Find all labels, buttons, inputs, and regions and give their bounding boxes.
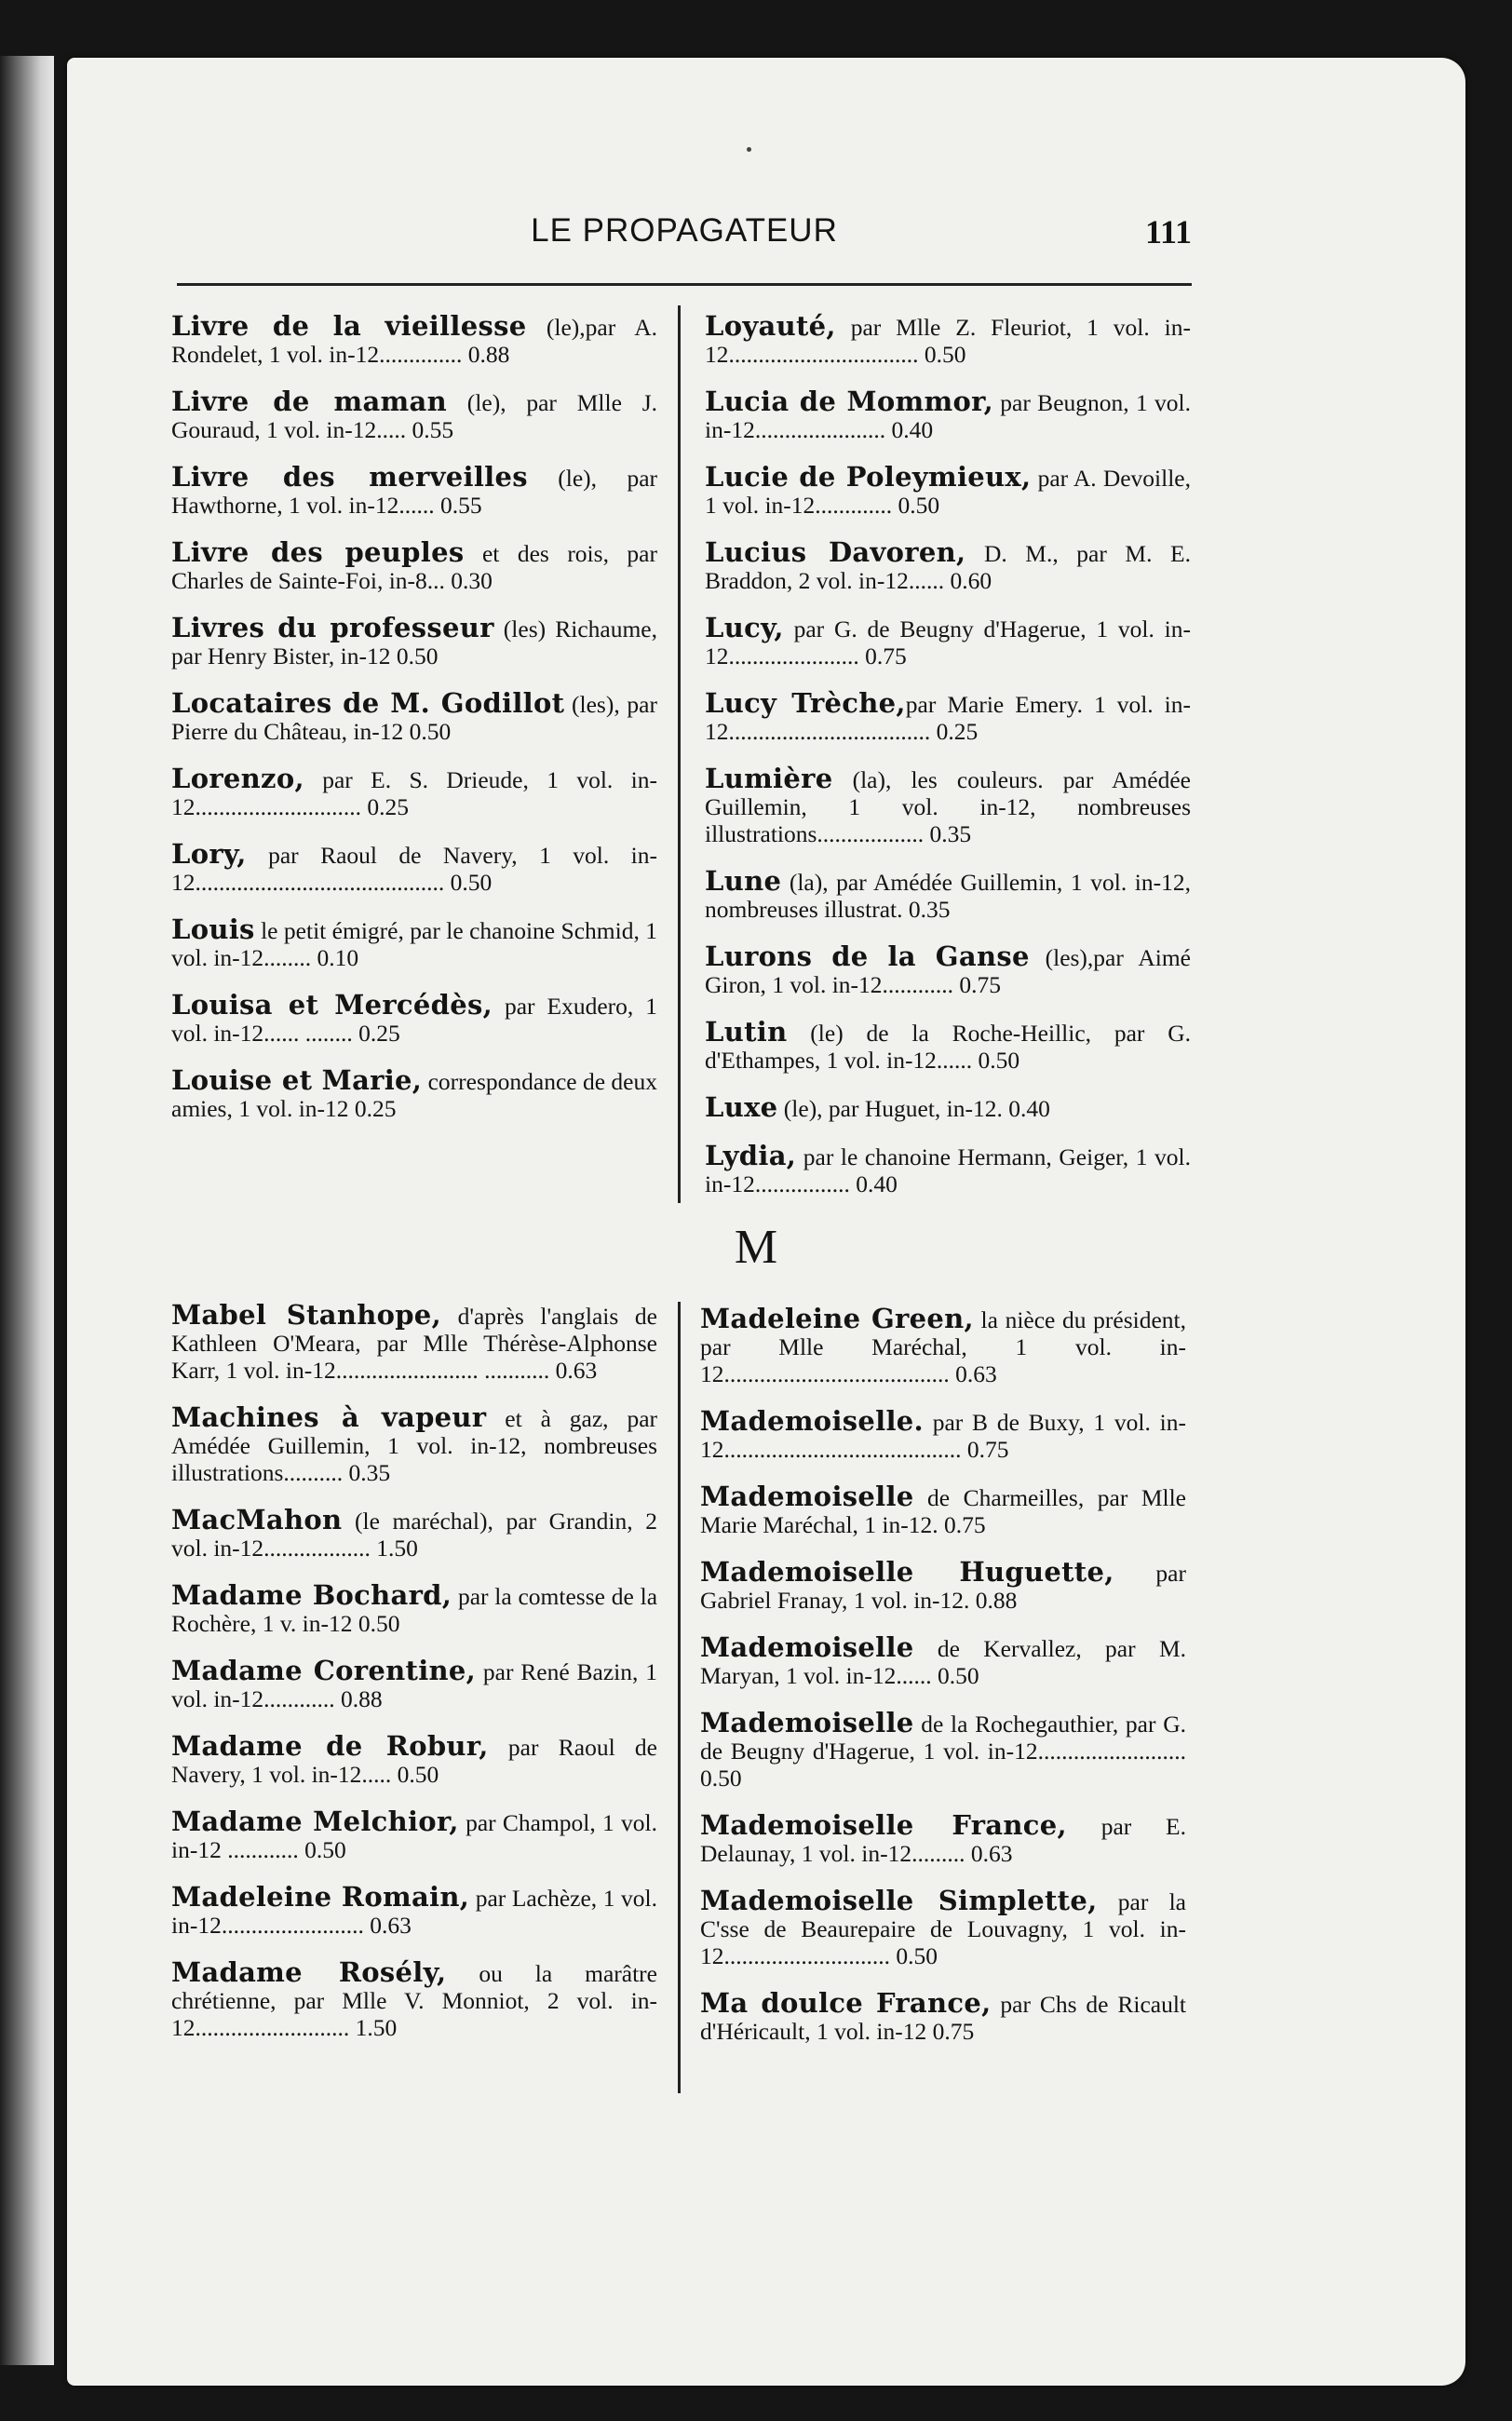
entry-details: par Chs de Ricault d'Héricault, 1 vol. in-12 0.75 <box>700 1991 1186 2045</box>
entry-details: (les), par Pierre du Château, in-12 0.50 <box>171 691 657 745</box>
catalog-entry <box>171 765 657 820</box>
catalog-entry <box>705 310 1191 368</box>
entry-details: de Charmeilles, par Mlle Marie Maréchal, 1 in-12. 0.75 <box>700 1484 1186 1538</box>
entry-title: Ma doulce France, <box>700 1987 992 2019</box>
entry-title: Locataires de M. Godillot <box>171 687 565 719</box>
entry-details: (la), par Amédée Guillemin, 1 vol. in-12, nombreuses illustrat. 0.35 <box>705 869 1191 923</box>
catalog-entry <box>171 1064 657 1122</box>
catalog-entry <box>705 385 1191 443</box>
column-divider-bottom <box>678 1302 681 2093</box>
entry-title: Lutin <box>705 1016 788 1048</box>
catalog-entry <box>171 1504 657 1562</box>
catalog-entry <box>171 838 657 896</box>
entry-details: la nièce du président, par Mlle Maréchal, 1 vol. in-12...................................... 0.63 <box>700 1306 1186 1387</box>
entry-title: Lumière <box>705 763 833 794</box>
entry-title: Livre de maman <box>171 385 447 417</box>
entry-details: (le),par A. Rondelet, 1 vol. in-12.............. 0.88 <box>171 314 657 368</box>
entry-details: et à gaz, par Amédée Guillemin, 1 vol. in-12, nombreuses illustrations.......... 0.35 <box>171 1405 658 1486</box>
entry-title: Lorenzo, <box>171 763 304 794</box>
entry-title: Lucy Trèche, <box>705 687 906 719</box>
entry-details: (les) Richaume, par Henry Bister, in-12 0.50 <box>171 615 657 669</box>
header-rule <box>177 283 1192 286</box>
entry-title: Madame Bochard, <box>171 1579 452 1611</box>
entry-title: Louis <box>171 913 255 945</box>
catalog-entry <box>705 940 1191 998</box>
running-title: LE PROPAGATEUR <box>531 212 838 249</box>
entry-details: (le), par Mlle J. Gouraud, 1 vol. in-12..... 0.55 <box>171 389 657 443</box>
entry-title: Lucius Davoren, <box>705 536 966 568</box>
entry-title: Mademoiselle Huguette, <box>700 1556 1114 1588</box>
entry-title: Mademoiselle <box>700 1707 914 1738</box>
entry-title: Lydia, <box>705 1140 797 1171</box>
catalog-entry <box>700 1987 1186 2045</box>
entry-details: par Exudero, 1 vol. in-12...... ........ 0.25 <box>171 993 658 1047</box>
column-top-right <box>705 310 1191 1218</box>
entry-title: Lune <box>705 865 782 897</box>
paper-speck <box>747 147 751 152</box>
entry-title: Madame Corentine, <box>171 1655 477 1686</box>
catalog-entry <box>171 913 657 971</box>
catalog-entry <box>171 989 658 1047</box>
entry-details: (le maréchal), par Grandin, 2 vol. in-12.................. 1.50 <box>171 1508 657 1562</box>
entry-title: Mademoiselle France, <box>700 1809 1067 1841</box>
catalog-entry <box>700 1707 1186 1792</box>
entry-details: par Marie Emery. 1 vol. in-12.................................. 0.25 <box>705 691 1191 745</box>
entry-details: par E. Delaunay, 1 vol. in-12......... 0.63 <box>700 1813 1186 1867</box>
catalog-entry <box>705 765 1191 847</box>
entry-title: Machines à vapeur <box>171 1401 487 1433</box>
entry-details: par Mlle Z. Fleuriot, 1 vol. in-12................................ 0.50 <box>705 314 1191 368</box>
entry-details: de la Rochegauthier, par G. de Beugny d'Hagerue, 1 vol. in-12......................... 0.50 <box>700 1711 1186 1792</box>
page-number: 111 <box>1144 213 1192 250</box>
entry-title: Madeleine Green, <box>700 1303 974 1334</box>
entry-title: Lory, <box>171 838 247 870</box>
page-header <box>177 212 1192 259</box>
entry-title: Mabel Stanhope, <box>171 1299 441 1331</box>
entry-title: Lucia de Mommor, <box>705 385 993 417</box>
entry-details: par Gabriel Franay, 1 vol. in-12. 0.88 <box>700 1560 1186 1614</box>
entry-details: par Beugnon, 1 vol. in-12...................... 0.40 <box>705 389 1191 443</box>
entry-title: Louisa et Mercédès, <box>171 989 493 1021</box>
catalog-entry <box>705 865 1191 923</box>
section-letter: M <box>734 1221 778 1274</box>
column-bottom-right <box>700 1305 1186 2065</box>
entry-title: Livre des merveilles <box>171 461 528 493</box>
previous-page-edge <box>0 56 54 2365</box>
catalog-entry <box>700 1556 1186 1614</box>
entry-details: ou la marâtre chrétienne, par Mlle V. Monniot, 2 vol. in-12.......................... 1.50 <box>171 1960 657 2041</box>
entry-title: Mademoiselle. <box>700 1405 924 1437</box>
catalog-entry <box>171 310 657 368</box>
entry-title: Madeleine Romain, <box>171 1881 470 1913</box>
entry-title: Louise et Marie, <box>171 1064 423 1096</box>
entry-details: par Champol, 1 vol. in-12 ............ 0.50 <box>171 1809 657 1863</box>
entry-details: (la), les couleurs. par Amédée Guillemin, 1 vol. in-12, nombreuses illustrations.................. 0.35 <box>705 766 1191 847</box>
catalog-entry <box>171 1808 657 1863</box>
entry-title: Madame Melchior, <box>171 1806 459 1837</box>
catalog-entry <box>171 1881 658 1939</box>
catalog-entry <box>700 1809 1186 1867</box>
entry-title: Mademoiselle <box>700 1631 914 1663</box>
entry-details: correspondance de deux amies, 1 vol. in-12 0.25 <box>171 1068 657 1122</box>
catalog-entry <box>171 1401 658 1486</box>
catalog-entry <box>171 1730 657 1788</box>
entry-details: par B de Buxy, 1 vol. in-12........................................ 0.75 <box>700 1409 1186 1463</box>
entry-details: par G. de Beugny d'Hagerue, 1 vol. in-12...................... 0.75 <box>705 615 1191 669</box>
entry-title: MacMahon <box>171 1504 343 1535</box>
catalog-entry <box>705 1016 1191 1074</box>
entry-details: par la C'sse de Beaurepaire de Louvagny, 1 vol. in-12............................ 0.50 <box>700 1888 1186 1969</box>
catalog-entry <box>700 1887 1186 1969</box>
catalog-entry <box>171 1579 658 1637</box>
entry-title: Lucie de Poleymieux, <box>705 461 1032 493</box>
entry-details: (le), par Huguet, in-12. 0.40 <box>777 1095 1050 1122</box>
entry-details: par le chanoine Hermann, Geiger, 1 vol. in-12................ 0.40 <box>705 1143 1191 1197</box>
column-top-left <box>171 310 658 1143</box>
column-bottom-left <box>171 1299 658 2062</box>
catalog-entry <box>171 1956 657 2041</box>
entry-details: par Raoul de Navery, 1 vol. in-12.......................................... 0.50 <box>171 842 657 896</box>
entry-title: Mademoiselle Simplette, <box>700 1885 1098 1916</box>
catalog-entry <box>171 687 657 745</box>
entry-details: par Lachèze, 1 vol. in-12........................ 0.63 <box>171 1885 658 1939</box>
catalog-entry <box>705 687 1191 745</box>
catalog-entry <box>705 536 1191 594</box>
catalog-entry <box>705 1140 1191 1197</box>
catalog-entry <box>171 385 657 443</box>
entry-title: Luxe <box>705 1091 778 1123</box>
entry-title: Livres du professeur <box>171 612 494 643</box>
catalog-entry <box>171 461 658 519</box>
catalog-entry <box>700 1305 1186 1387</box>
entry-details: et des rois, par Charles de Sainte-Foi, in-8... 0.30 <box>171 540 657 594</box>
catalog-entry <box>171 1657 657 1712</box>
entry-title: Mademoiselle <box>700 1481 914 1512</box>
entry-details: par Raoul de Navery, 1 vol. in-12..... 0.50 <box>171 1734 657 1788</box>
entry-title: Lucy, <box>705 612 784 643</box>
entry-title: Loyauté, <box>705 310 836 342</box>
entry-title: Madame de Robur, <box>171 1730 489 1762</box>
entry-details: D. M., par M. E. Braddon, 2 vol. in-12...... 0.60 <box>705 540 1191 594</box>
entry-details: d'après l'anglais de Kathleen O'Meara, par Mlle Thérèse-Alphonse Karr, 1 vol. in-12........................ ........... 0.63 <box>171 1303 658 1384</box>
catalog-entry <box>700 1405 1186 1463</box>
entry-details: de Kervallez, par M. Maryan, 1 vol. in-12...... 0.50 <box>700 1635 1186 1689</box>
entry-title: Lurons de la Ganse <box>705 940 1030 972</box>
column-divider-top <box>678 305 681 1203</box>
entry-details: (les),par Aimé Giron, 1 vol. in-12............ 0.75 <box>705 944 1191 998</box>
entry-details: par René Bazin, 1 vol. in-12............ 0.88 <box>171 1658 657 1712</box>
entry-details: par E. S. Drieude, 1 vol. in-12............................ 0.25 <box>171 766 657 820</box>
entry-details: le petit émigré, par le chanoine Schmid, 1 vol. in-12........ 0.10 <box>171 917 657 971</box>
catalog-entry <box>171 536 657 594</box>
catalog-entry <box>705 612 1191 669</box>
entry-details: (le), par Hawthorne, 1 vol. in-12...... 0.55 <box>171 465 658 519</box>
catalog-entry <box>705 461 1191 519</box>
catalog-entry <box>705 1091 1191 1123</box>
entry-details: (le) de la Roche-Heillic, par G. d'Ethampes, 1 vol. in-12...... 0.50 <box>705 1020 1191 1074</box>
entry-title: Madame Rosély, <box>171 1956 447 1988</box>
catalog-entry <box>700 1631 1186 1689</box>
entry-details: par la comtesse de la Rochère, 1 v. in-12 0.50 <box>171 1583 658 1637</box>
entry-details: par A. Devoille, 1 vol. in-12............. 0.50 <box>705 465 1191 519</box>
entry-title: Livre de la vieillesse <box>171 310 527 342</box>
catalog-entry <box>171 1299 658 1384</box>
entry-title: Livre des peuples <box>171 536 465 568</box>
catalog-entry <box>700 1483 1186 1538</box>
catalog-entry <box>171 612 657 669</box>
